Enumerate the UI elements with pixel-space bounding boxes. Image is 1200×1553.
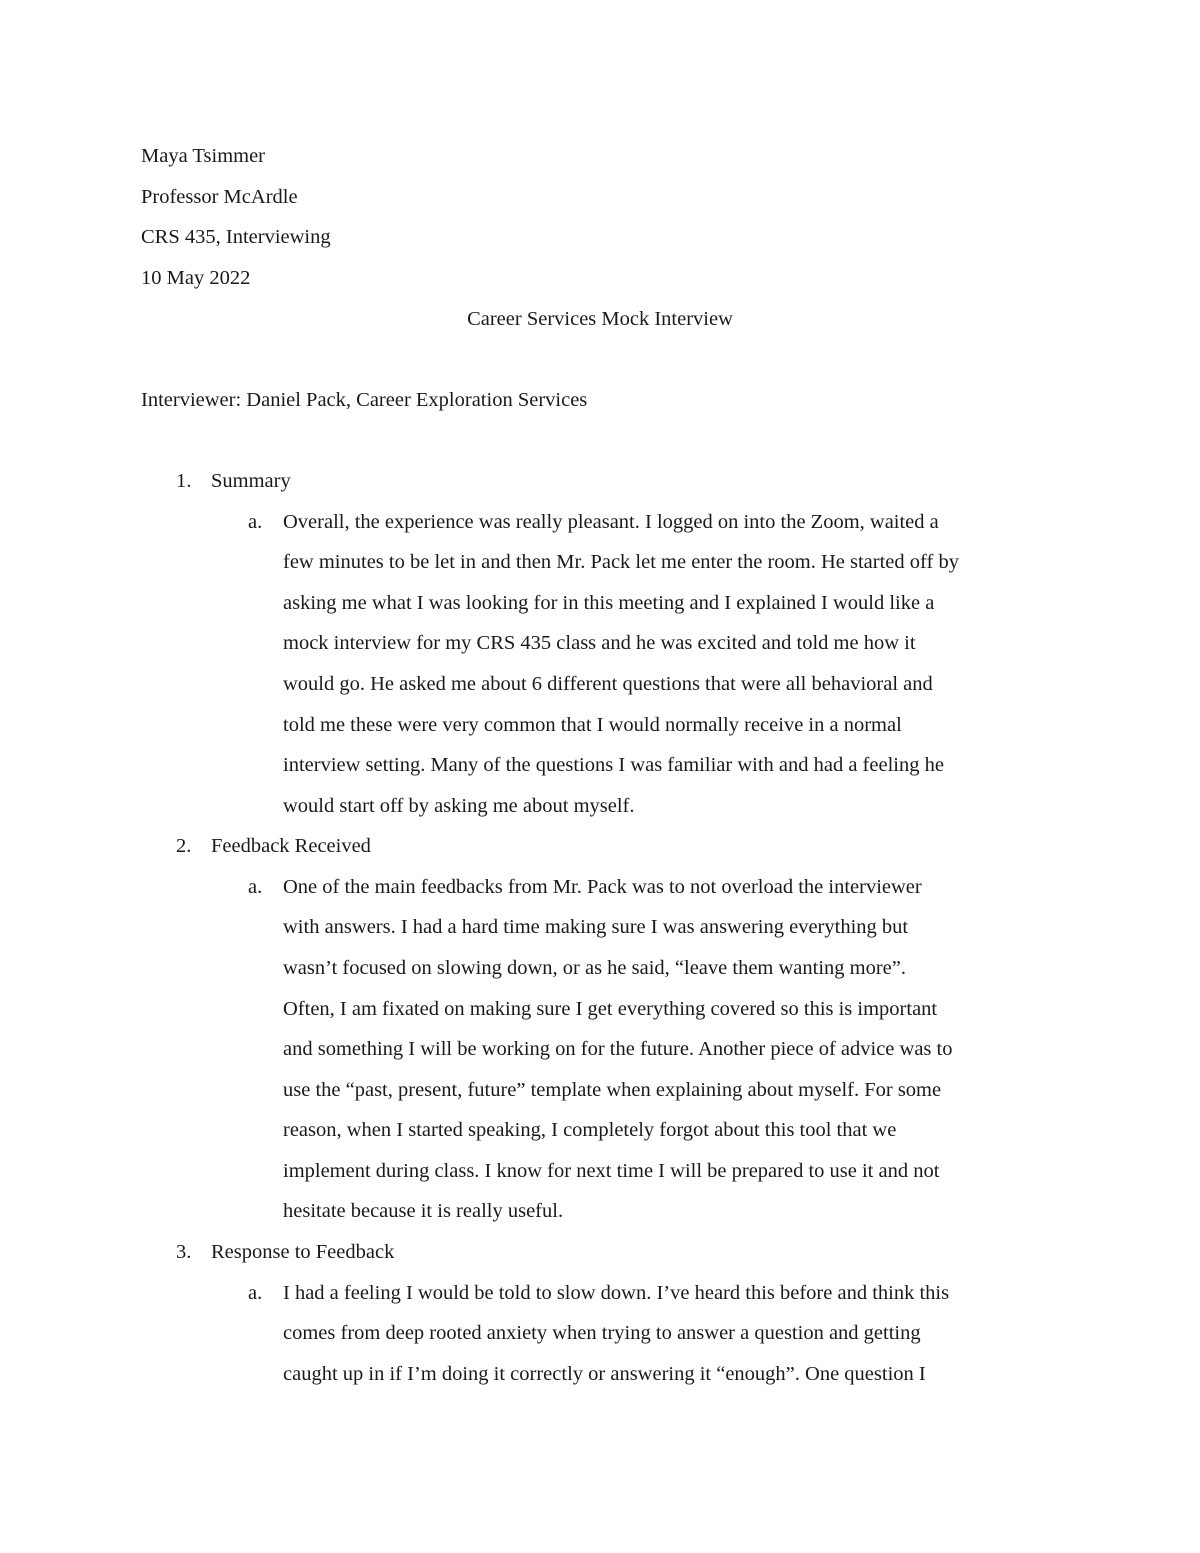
sub-item-letter: a. (248, 876, 263, 898)
paragraph-line: and something I will be working on for the future. Another piece of advice was to (283, 1038, 953, 1060)
section-heading-summary: Summary (211, 470, 291, 492)
paragraph-line: comes from deep rooted anxiety when trying to answer a question and getting (283, 1322, 921, 1344)
section-heading-feedback-received: Feedback Received (211, 835, 371, 857)
paragraph-line: Overall, the experience was really pleasant. I logged on into the Zoom, waited a (283, 511, 939, 533)
paragraph-line: would go. He asked me about 6 different questions that were all behavioral and (283, 673, 933, 695)
interviewer-line: Interviewer: Daniel Pack, Career Exploration Services (141, 389, 588, 411)
course-name: CRS 435, Interviewing (141, 226, 331, 248)
document-title: Career Services Mock Interview (467, 308, 733, 330)
section-heading-response-to-feedback: Response to Feedback (211, 1241, 395, 1263)
section-number: 1. (176, 470, 192, 492)
paragraph-line: use the “past, present, future” template when explaining about myself. For some (283, 1079, 942, 1101)
paragraph-line: would start off by asking me about myself. (283, 795, 635, 817)
paragraph-line: hesitate because it is really useful. (283, 1200, 564, 1222)
paragraph-line: mock interview for my CRS 435 class and he was excited and told me how it (283, 632, 916, 654)
paragraph-line: I had a feeling I would be told to slow down. I’ve heard this before and think this (283, 1282, 950, 1304)
sub-item-letter: a. (248, 1282, 263, 1304)
student-name: Maya Tsimmer (141, 145, 266, 167)
paragraph-line: told me these were very common that I would normally receive in a normal (283, 714, 902, 736)
paragraph-line: Often, I am fixated on making sure I get everything covered so this is important (283, 998, 938, 1020)
paragraph-line: few minutes to be let in and then Mr. Pack let me enter the room. He started off by (283, 551, 959, 573)
section-number: 3. (176, 1241, 192, 1263)
paragraph-line: caught up in if I’m doing it correctly or answering it “enough”. One question I (283, 1363, 926, 1385)
paragraph-line: with answers. I had a hard time making sure I was answering everything but (283, 916, 909, 938)
sub-item-letter: a. (248, 511, 263, 533)
professor-name: Professor McArdle (141, 186, 298, 208)
paragraph-line: One of the main feedbacks from Mr. Pack was to not overload the interviewer (283, 876, 922, 898)
section-number: 2. (176, 835, 192, 857)
paragraph-line: wasn’t focused on slowing down, or as he said, “leave them wanting more”. (283, 957, 907, 979)
paragraph-line: asking me what I was looking for in this meeting and I explained I would like a (283, 592, 935, 614)
paragraph-line: implement during class. I know for next time I will be prepared to use it and not (283, 1160, 940, 1182)
document-date: 10 May 2022 (141, 267, 251, 289)
paragraph-line: interview setting. Many of the questions I was familiar with and had a feeling he (283, 754, 944, 776)
paragraph-line: reason, when I started speaking, I completely forgot about this tool that we (283, 1119, 897, 1141)
